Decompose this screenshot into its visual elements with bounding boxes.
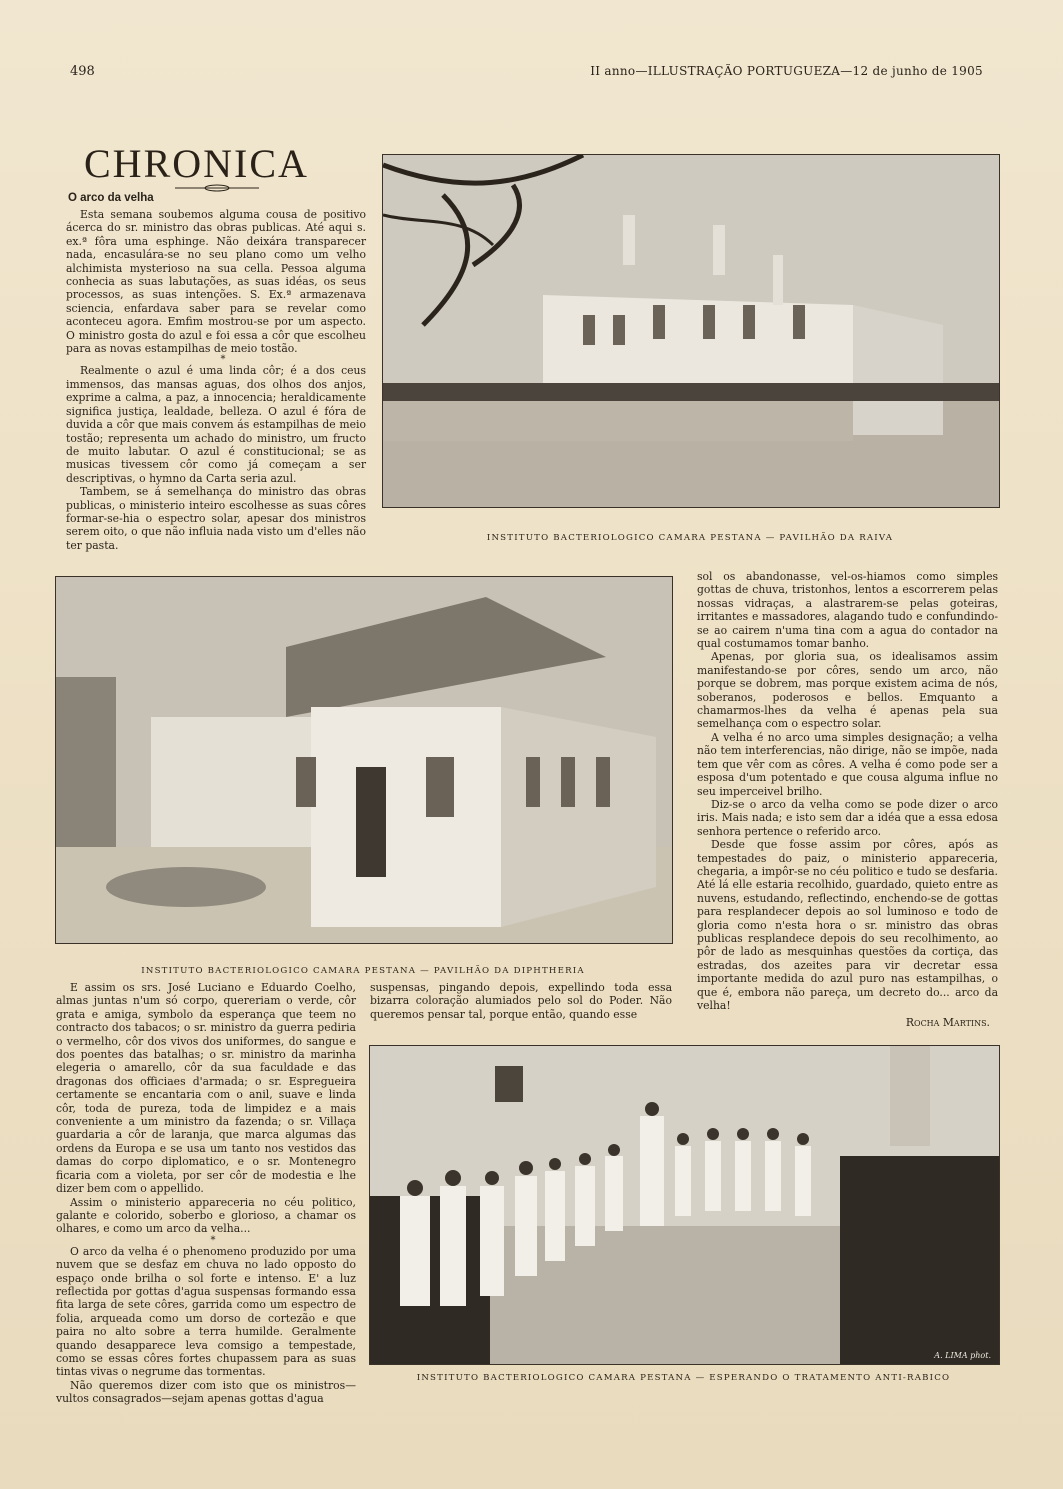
author-signature: Rocha Martins.	[905, 1016, 990, 1030]
paragraph: Diz-se o arco da velha como se pode dizer o arco iris. Mais nada; e isto sem dar a idéa que a essa edosa senhora pertence o referido arco.	[697, 797, 998, 838]
paragraph: O arco da velha é o phenomeno produzido por uma nuvem que se desfaz em chuva no lado opposto do espaço onde brilha o sol forte e intenso. E' a luz reflectida por gottas d'agua suspensas formando essa fita larga de sete côres, garrida como um espectro de folia, arqueada como um dorso de cortezão e que paira no alto sobre a terra humilde. Geralmente quando desapparece leva comsigo a tempestade, como se essas côres fortes chupassem para as suas tintas vivas o negrume das tormentas.	[56, 1244, 356, 1379]
photo-esperando-tratamento	[369, 1045, 1000, 1365]
paragraph: Desde que fosse assim por côres, após as tempestades do paiz, o ministerio appareceria, chegaria, a impôr-se no céu politico e tudo se desfaria. Até lá elle estaria recolhido, guardado, quieto entre as nuvens, estudando, reflectindo, enchendo-se de gottas para resplandecer depois ao sol luminoso e todo de gloria como n'esta hora o sr. ministro das obras publicas resplandece depois do seu recolhimento, ao pôr de lado as mesquinhas questões da cortiça, das estradas, dos azeites para vir decretar essa importante medida do azul puro nas estampilhas, o que é, embora não pareça, um decreto do... arco da velha!	[697, 838, 998, 1012]
page-number: 498	[70, 64, 95, 79]
title-ornament	[175, 183, 259, 193]
paragraph: Realmente o azul é uma linda côr; é a dos ceus immensos, das mansas aguas, dos olhos dos anjos, exprime a calma, a paz, a innocencia; heraldicamente significa justiça, lealdade, belleza. O azul é fóra de duvida a côr que mais convem ás estampilhas de meio tostão; representa um achado do ministro, um fructo de muito labutar. O azul é constitucional; se as musicas tivessem côr como já começam a ser descriptivas, o hymno da Carta seria azul.	[66, 364, 366, 485]
paragraph: E assim os srs. José Luciano e Eduardo Coelho, almas juntas n'um só corpo, quereriam o verde, côr grata e amiga, symbolo da esperança que teem no contracto dos tabacos; o sr. ministro da guerra pediria o vermelho, côr dos vivos dos uniformes, do sangue e dos poentes das batalhas; o sr. ministro da marinha elegeria o amarello, côr da sua faculdade e das dragonas dos officiaes d'armada; o sr. Espregueira certamente se encantaria com o anil, suave e linda côr, toda de pureza, toda de limpidez e a mais conveniente a um ministro da fazenda; o sr. Villaça guardaria a côr de laranja, que marca algumas das ordens da Europa e se usa um tanto nos vestidos das damas do corpo diplomatico, e o sr. Montenegro ficaria com a violeta, por ser côr de modestia e lhe dizer bem com o appellido.	[56, 981, 356, 1196]
photo-pavilhao-diphtheria	[55, 576, 673, 944]
photo-caption: INSTITUTO BACTERIOLOGICO CAMARA PESTANA — PAVILHÃO DA DIPHTHERIA	[141, 966, 585, 976]
photo-pavilhao-raiva	[382, 154, 1000, 508]
text-column-3	[56, 981, 356, 1406]
article-subtitle: O arco da velha	[68, 192, 154, 204]
paragraph: suspensas, pingando depois, expellindo toda essa bizarra coloração alumiados pelo sol do Poder. Não queremos pensar tal, porque então, quando esse	[370, 981, 672, 1021]
paragraph: Assim o ministerio appareceria no céu politico, galante e colorido, soberbo e glorioso, a chamar os olhares, e como um arco da velha...	[56, 1195, 356, 1236]
paragraph: A velha é no arco uma simples designação; a velha não tem interferencias, não dirige, não se impõe, nada tem que vêr com as côres. A velha é como pode ser a esposa d'um potentado e que cousa alguma influe no seu imperceivel brilho.	[697, 730, 998, 798]
article-title: CHRONICA	[84, 141, 309, 186]
separator-star: *	[210, 1234, 216, 1246]
text-column-1	[66, 208, 366, 552]
photo-credit: A. LIMA phot.	[934, 1351, 991, 1360]
paragraph: Tambem, se á semelhança do ministro das obras publicas, o ministerio inteiro escolhesse as suas côres formar-se-hia o espectro solar, apesar dos ministros serem oito, o que não influia nada visto um d'elles não ter pasta.	[66, 485, 366, 552]
paragraph: Não queremos dizer com isto que os ministros—vultos consagrados—sejam apenas gottas d'agua	[56, 1378, 356, 1406]
text-column-2	[697, 570, 998, 1030]
paragraph: Esta semana soubemos alguma cousa de positivo ácerca do sr. ministro das obras publicas. Até aqui s. ex.ª fôra uma esphinge. Não deixára transparecer nada, encasulára-se no seu plano como um velho alchimista mysterioso na sua cella. Pessoa alguma conhecia as suas labutações, as suas idéas, os seus processos, as suas intenções. S. Ex.ª armazenava sciencia, enfardava saber para se revelar como aconteceu agora. Emfim mostrou-se por um aspecto. O ministro gosta do azul e foi essa a côr que escolheu para as novas estampilhas de meio tostão.	[66, 208, 366, 356]
running-title: II anno—ILLUSTRAÇÃO PORTUGUEZA—12 de junho de 1905	[590, 64, 983, 78]
paragraph: sol os abandonasse, vel-os-hiamos como simples gottas de chuva, tristonhos, lentos a escorrerem pelas nossas vidraças, a alastrarem-se pelas goteiras, irritantes e massadores, alagando tudo e confundindo-se ao cairem n'uma tina com a agua do contador na qual costumamos tomar banho.	[697, 570, 998, 651]
photo-caption: INSTITUTO BACTERIOLOGICO CAMARA PESTANA — ESPERANDO O TRATAMENTO ANTI-RABICO	[416, 1373, 951, 1383]
separator-star: *	[220, 354, 226, 366]
paragraph: Apenas, por gloria sua, os idealisamos assim manifestando-se por côres, sendo um arco, não porque se dobrem, mas porque existem acima de nós, soberanos, poderosos e bellos. Emquanto a chamarmos-lhes da velha é apenas pela sua semelhança com o espectro solar.	[697, 650, 998, 731]
text-column-4	[370, 981, 672, 1021]
photo-caption: INSTITUTO BACTERIOLOGICO CAMARA PESTANA — PAVILHÃO DA RAIVA	[486, 533, 894, 543]
